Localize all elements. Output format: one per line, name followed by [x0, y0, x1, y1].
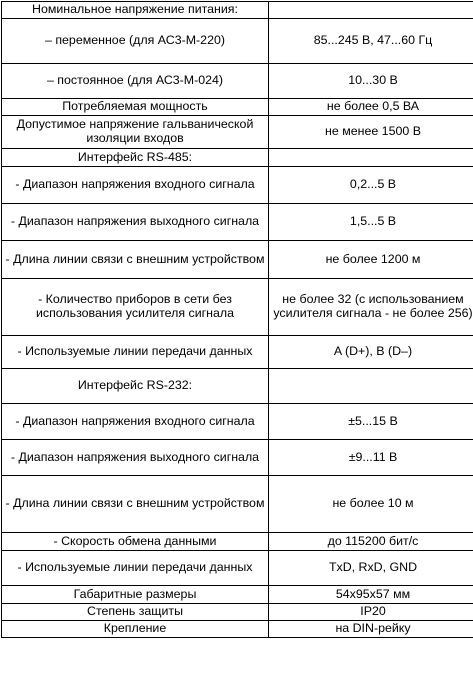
table-row: [2, 369, 473, 404]
table-row: [2, 64, 473, 99]
table-row: [2, 204, 473, 241]
table-row: [2, 586, 473, 604]
parameter-cell: Интерфейс RS-485:: [2, 149, 269, 167]
table-row: [2, 533, 473, 551]
value-cell: [269, 2, 473, 19]
parameter-cell: – переменное (для АС3-М-220): [2, 19, 269, 64]
table-row: [2, 2, 473, 19]
table-row: [2, 19, 473, 64]
value-cell: до 115200 бит/с: [269, 533, 473, 551]
table-row: [2, 279, 473, 336]
specifications-table: [1, 1, 473, 638]
value-cell: A (D+), B (D–): [269, 336, 473, 369]
value-cell: TxD, RxD, GND: [269, 551, 473, 586]
table-row: [2, 336, 473, 369]
table-row: [2, 551, 473, 586]
table-row: [2, 99, 473, 116]
parameter-cell: - Диапазон напряжения выходного сигнала: [2, 204, 269, 241]
parameter-cell: - Диапазон напряжения выходного сигнала: [2, 440, 269, 476]
parameter-cell: - Диапазон напряжения входного сигнала: [2, 404, 269, 440]
value-cell: на DIN-рейку: [269, 621, 473, 638]
value-cell: не более 1200 м: [269, 241, 473, 279]
table-row: [2, 404, 473, 440]
table-row: [2, 476, 473, 533]
table-row: [2, 167, 473, 204]
parameter-cell: - Используемые линии передачи данных: [2, 551, 269, 586]
parameter-cell: - Длина линии связи с внешним устройством: [2, 476, 269, 533]
parameter-cell: Интерфейс RS-232:: [2, 369, 269, 404]
table-row: [2, 149, 473, 167]
table-row: [2, 604, 473, 621]
value-cell: 85...245 В, 47...60 Гц: [269, 19, 473, 64]
parameter-cell: Степень защиты: [2, 604, 269, 621]
value-cell: [269, 149, 473, 167]
value-cell: не более 0,5 ВА: [269, 99, 473, 116]
specifications-table-body: [2, 2, 473, 638]
parameter-cell: - Количество приборов в сети без использования усилителя сигнала: [2, 279, 269, 336]
parameter-cell: - Скорость обмена данными: [2, 533, 269, 551]
value-cell: 54x95x57 мм: [269, 586, 473, 604]
parameter-cell: - Длина линии связи с внешним устройством: [2, 241, 269, 279]
parameter-cell: Допустимое напряжение гальванической изоляции входов: [2, 116, 269, 149]
value-cell: 0,2...5 В: [269, 167, 473, 204]
value-cell: ±5...15 В: [269, 404, 473, 440]
value-cell: не менее 1500 В: [269, 116, 473, 149]
table-row: [2, 621, 473, 638]
table-row: [2, 440, 473, 476]
value-cell: не более 32 (с использованием усилителя сигнала - не более 256): [269, 279, 473, 336]
value-cell: [269, 369, 473, 404]
parameter-cell: - Диапазон напряжения входного сигнала: [2, 167, 269, 204]
parameter-cell: Габаритные размеры: [2, 586, 269, 604]
parameter-cell: Крепление: [2, 621, 269, 638]
parameter-cell: Потребляемая мощность: [2, 99, 269, 116]
parameter-cell: Номинальное напряжение питания:: [2, 2, 269, 19]
parameter-cell: - Используемые линии передачи данных: [2, 336, 269, 369]
parameter-cell: – постоянное (для АС3-М-024): [2, 64, 269, 99]
table-row: [2, 241, 473, 279]
table-row: [2, 116, 473, 149]
value-cell: 10...30 В: [269, 64, 473, 99]
value-cell: 1,5...5 В: [269, 204, 473, 241]
value-cell: IP20: [269, 604, 473, 621]
value-cell: ±9...11 В: [269, 440, 473, 476]
value-cell: не более 10 м: [269, 476, 473, 533]
